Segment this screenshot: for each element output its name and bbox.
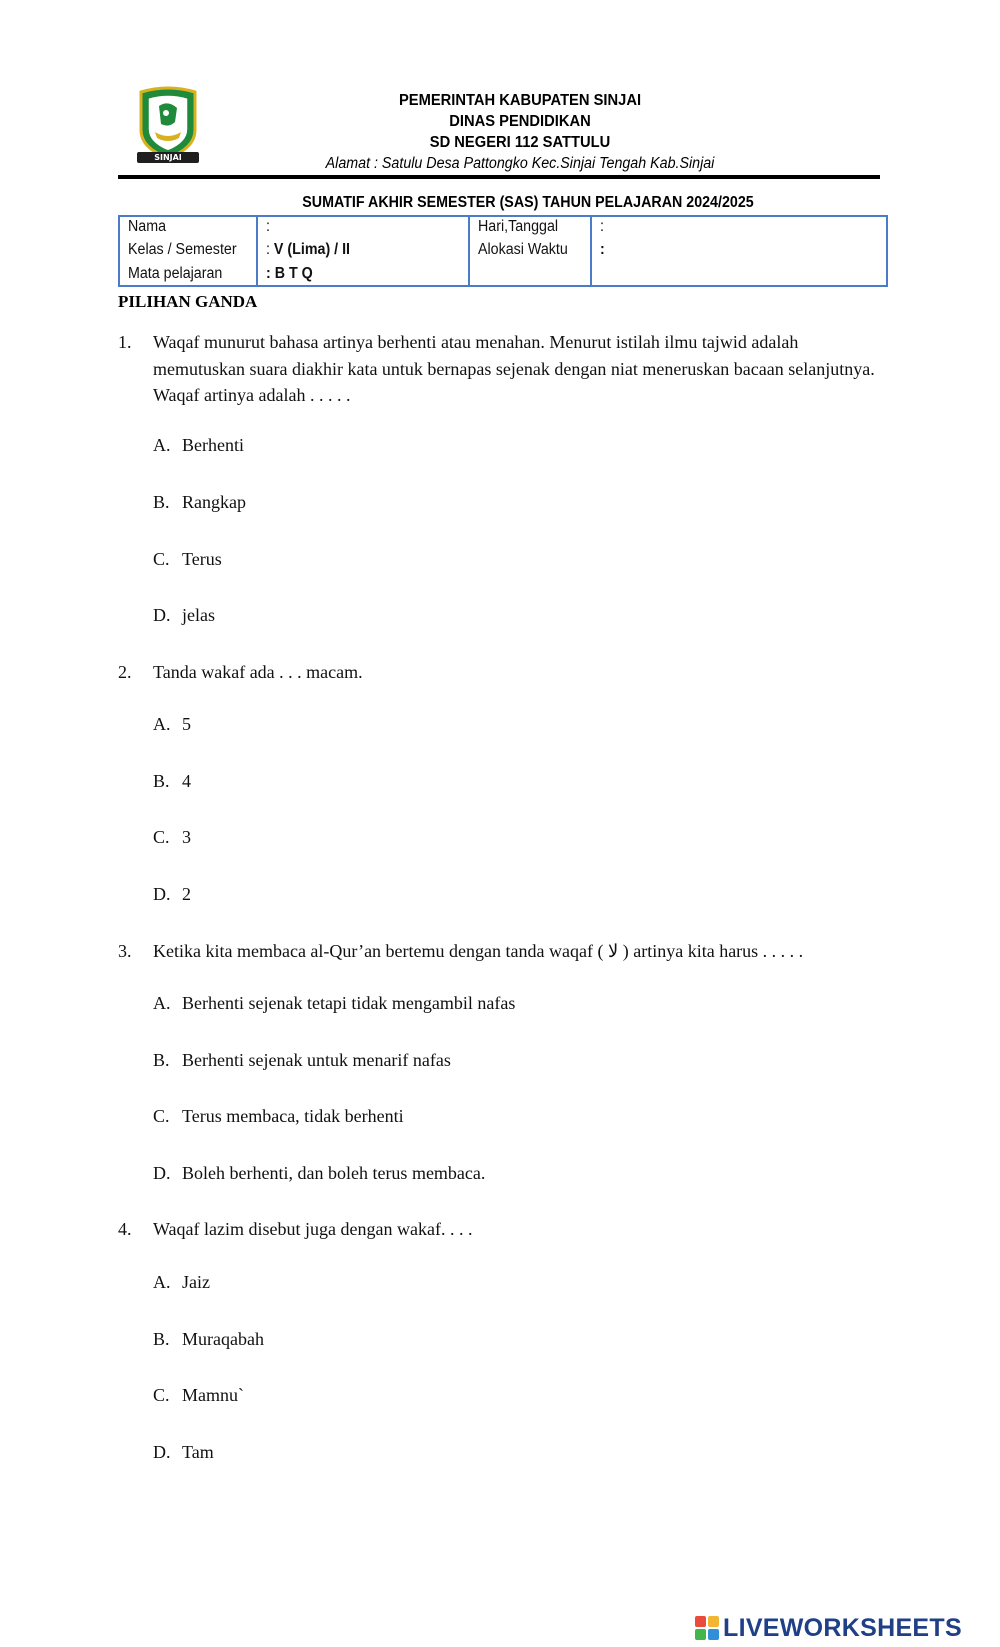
option-letter: B. (153, 1050, 170, 1070)
option-3c[interactable] (153, 1103, 404, 1129)
option-letter: D. (153, 605, 171, 625)
header-divider (118, 175, 880, 179)
liveworksheets-wordmark: LIVEWORKSHEETS (723, 1613, 962, 1642)
hari-tanggal-value[interactable]: : (600, 218, 604, 235)
option-letter: C. (153, 827, 170, 847)
option-letter: A. (153, 435, 171, 455)
question-text: Waqaf munurut bahasa artinya berhenti atau menahan. Menurut istilah ilmu tajwid adalah memutuskan suara diakhir kata untuk bernapas sejenak dengan niat meneruskan bacaan selanjutnya. Waqaf artinya adalah . . . . . (153, 332, 875, 405)
question-2 (118, 659, 878, 686)
option-1d[interactable] (153, 602, 215, 628)
option-2c[interactable] (153, 824, 191, 850)
mapel-value: : B T Q (266, 265, 313, 282)
logo-banner-text: SINJAI (154, 153, 182, 162)
option-text: Berhenti sejenak tetapi tidak mengambil nafas (182, 993, 516, 1013)
question-3 (118, 938, 878, 965)
header-line-school: SD NEGERI 112 SATTULU (429, 134, 611, 151)
question-number: 3. (118, 941, 132, 961)
liveworksheets-logo-icon (695, 1616, 719, 1640)
question-text: Tanda wakaf ada . . . macam. (153, 662, 363, 682)
option-text: Rangkap (182, 492, 246, 512)
option-2d[interactable] (153, 881, 191, 907)
option-4d[interactable] (153, 1439, 214, 1465)
table-divider (468, 217, 470, 285)
liveworksheets-brand[interactable] (695, 1614, 962, 1642)
option-1a[interactable] (153, 432, 244, 458)
school-header (300, 90, 740, 174)
question-number: 4. (118, 1219, 132, 1239)
option-2a[interactable] (153, 711, 191, 737)
option-4a[interactable] (153, 1269, 210, 1295)
question-text: Waqaf lazim disebut juga dengan wakaf. . . . (153, 1219, 473, 1239)
option-letter: B. (153, 1329, 170, 1349)
kelas-value (266, 238, 350, 262)
option-1c[interactable] (153, 546, 222, 572)
option-letter: C. (153, 1385, 170, 1405)
option-text: Mamnu` (182, 1385, 244, 1405)
alokasi-waktu-label: Alokasi Waktu (478, 241, 568, 258)
option-text: Berhenti (182, 435, 244, 455)
hari-tanggal-label: Hari,Tanggal (478, 218, 559, 235)
option-letter: C. (153, 549, 170, 569)
kelas-label: Kelas / Semester (128, 241, 237, 258)
question-4 (118, 1216, 878, 1243)
option-letter: D. (153, 884, 171, 904)
option-letter: D. (153, 1442, 171, 1462)
option-text: 5 (182, 714, 191, 734)
nama-value[interactable]: : (266, 218, 270, 235)
kelas-semester-value: V (Lima) / II (273, 241, 351, 258)
option-text: 2 (182, 884, 191, 904)
nama-label: Nama (128, 218, 167, 235)
option-text: Tam (182, 1442, 214, 1462)
option-letter: A. (153, 993, 171, 1013)
option-letter: B. (153, 492, 170, 512)
option-text: 4 (182, 771, 191, 791)
option-letter: C. (153, 1106, 170, 1126)
alokasi-waktu-value[interactable]: : (600, 241, 605, 258)
option-letter: D. (153, 1163, 171, 1183)
kelas-colon: : (266, 241, 274, 258)
option-3b[interactable] (153, 1047, 451, 1073)
option-1b[interactable] (153, 489, 246, 515)
section-title: PILIHAN GANDA (118, 292, 258, 311)
table-divider (256, 217, 258, 285)
option-text: Muraqabah (182, 1329, 264, 1349)
option-text: Boleh berhenti, dan boleh terus membaca. (182, 1163, 486, 1183)
mapel-label: Mata pelajaran (128, 265, 223, 282)
option-text: Jaiz (182, 1272, 210, 1292)
option-letter: A. (153, 1272, 171, 1292)
option-text: Berhenti sejenak untuk menarif nafas (182, 1050, 451, 1070)
option-3a[interactable] (153, 990, 515, 1016)
option-4c[interactable] (153, 1382, 244, 1408)
header-line-government: PEMERINTAH KABUPATEN SINJAI (398, 92, 642, 109)
exam-title: SUMATIF AKHIR SEMESTER (SAS) TAHUN PELAJARAN 2024/2025 (302, 194, 754, 211)
table-divider (590, 217, 592, 285)
option-text: jelas (182, 605, 215, 625)
question-number: 1. (118, 332, 132, 352)
option-text: 3 (182, 827, 191, 847)
option-text: Terus (182, 549, 222, 569)
question-number: 2. (118, 662, 132, 682)
header-line-department: DINAS PENDIDIKAN (449, 113, 591, 130)
header-address: Alamat : Satulu Desa Pattongko Kec.Sinjai Tengah Kab.Sinjai (325, 155, 715, 172)
option-text: Terus membaca, tidak berhenti (182, 1106, 404, 1126)
option-2b[interactable] (153, 768, 191, 794)
option-letter: A. (153, 714, 171, 734)
question-text: Ketika kita membaca al-Qur’an bertemu dengan tanda waqaf ( لا ) artinya kita harus . . . . . (153, 941, 804, 961)
option-3d[interactable] (153, 1160, 485, 1186)
student-info-table (118, 215, 888, 287)
question-1 (118, 329, 878, 409)
option-letter: B. (153, 771, 170, 791)
regency-logo (133, 86, 203, 166)
option-4b[interactable] (153, 1326, 264, 1352)
